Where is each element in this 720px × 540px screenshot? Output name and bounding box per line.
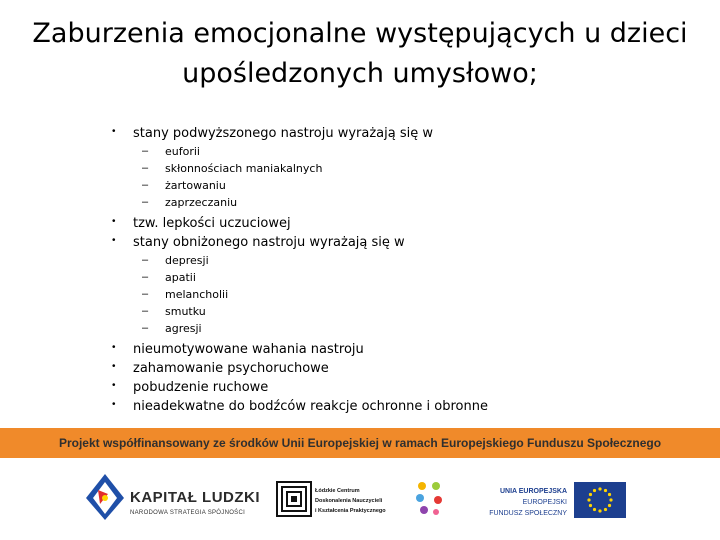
eu-star xyxy=(593,508,596,511)
bullet-item: stany podwyższonego nastroju wyrażają się w xyxy=(133,126,433,141)
ue-text xyxy=(487,486,567,519)
bullet-item: pobudzenie ruchowe xyxy=(133,380,269,395)
funding-band-text: Projekt współfinansowany ze środków Unii Europejskiej w ramach Europejskiego Funduszu Społecznego xyxy=(58,436,662,450)
ldn-center-logo xyxy=(276,481,312,517)
eu-star xyxy=(589,504,592,507)
ldn-center-text xyxy=(315,486,386,516)
bullet-marker: • xyxy=(112,399,116,410)
bullet-marker: • xyxy=(112,380,116,391)
bullet-marker: • xyxy=(112,216,116,227)
eu-star xyxy=(587,498,590,501)
sub-bullet-dash: – xyxy=(142,305,149,317)
slide-title-line1: Zaburzenia emocjonalne występujących u dzieci xyxy=(32,18,688,49)
sub-bullet-item: zaprzeczaniu xyxy=(165,196,238,209)
ldn-center-line3: i Kształcenia Praktycznego xyxy=(315,508,386,514)
bullet-marker: • xyxy=(112,126,116,137)
sub-bullet-item: euforii xyxy=(165,145,200,158)
sub-bullet-dash: – xyxy=(142,196,149,208)
kapital-ludzki-title: KAPITAŁ LUDZKI xyxy=(130,489,261,506)
funding-band xyxy=(0,428,720,458)
bullet-item: nieumotywowane wahania nastroju xyxy=(133,342,364,357)
bullet-item: tzw. lepkości uczuciowej xyxy=(133,216,291,231)
ldn-center-line2: Doskonalenia Nauczycieli xyxy=(315,498,383,504)
bullet-item: nieadekwatne do bodźców reakcje ochronne i obronne xyxy=(133,399,488,414)
eu-star xyxy=(608,493,611,496)
eu-star xyxy=(604,489,607,492)
ue-line1: UNIA EUROPEJSKA xyxy=(499,488,567,495)
colorful-figure-logo xyxy=(412,478,448,522)
ue-line2: EUROPEJSKI xyxy=(522,499,567,506)
sub-bullet-dash: – xyxy=(142,254,149,266)
bullet-item: zahamowanie psychoruchowe xyxy=(133,361,329,376)
bullet-marker: • xyxy=(112,342,116,353)
bullet-marker: • xyxy=(112,361,116,372)
kapital-ludzki-subtitle: NARODOWA STRATEGIA SPÓJNOŚCI xyxy=(130,510,246,516)
sub-bullet-dash: – xyxy=(142,288,149,300)
sub-bullet-dash: – xyxy=(142,145,149,157)
eu-star xyxy=(589,493,592,496)
sub-bullet-dash: – xyxy=(142,271,149,283)
sub-bullet-item: depresji xyxy=(165,254,209,267)
sub-bullet-item: żartowaniu xyxy=(165,179,226,192)
eu-flag-icon xyxy=(574,482,626,518)
sub-bullet-item: agresji xyxy=(165,322,202,335)
eu-star xyxy=(609,498,612,501)
eu-star xyxy=(598,487,601,490)
sub-bullet-item: smutku xyxy=(165,305,206,318)
ue-line3: FUNDUSZ SPOŁECZNY xyxy=(489,510,567,517)
bullet-marker: • xyxy=(112,235,116,246)
ldn-center-line1: Łódzkie Centrum xyxy=(315,488,360,494)
sub-bullet-dash: – xyxy=(142,322,149,334)
sub-bullet-item: melancholii xyxy=(165,288,229,301)
sub-bullet-item: apatii xyxy=(165,271,196,284)
eu-star xyxy=(598,509,601,512)
sub-bullet-dash: – xyxy=(142,179,149,191)
sub-bullet-item: skłonnościach maniakalnych xyxy=(165,162,323,175)
eu-star xyxy=(593,489,596,492)
kapital-ludzki-logo xyxy=(84,472,126,522)
slide-title-line2: upośledzonych umysłowo; xyxy=(182,58,538,89)
eu-star xyxy=(604,508,607,511)
bullet-item: stany obniżonego nastroju wyrażają się w xyxy=(133,235,405,250)
sub-bullet-dash: – xyxy=(142,162,149,174)
eu-star xyxy=(608,504,611,507)
